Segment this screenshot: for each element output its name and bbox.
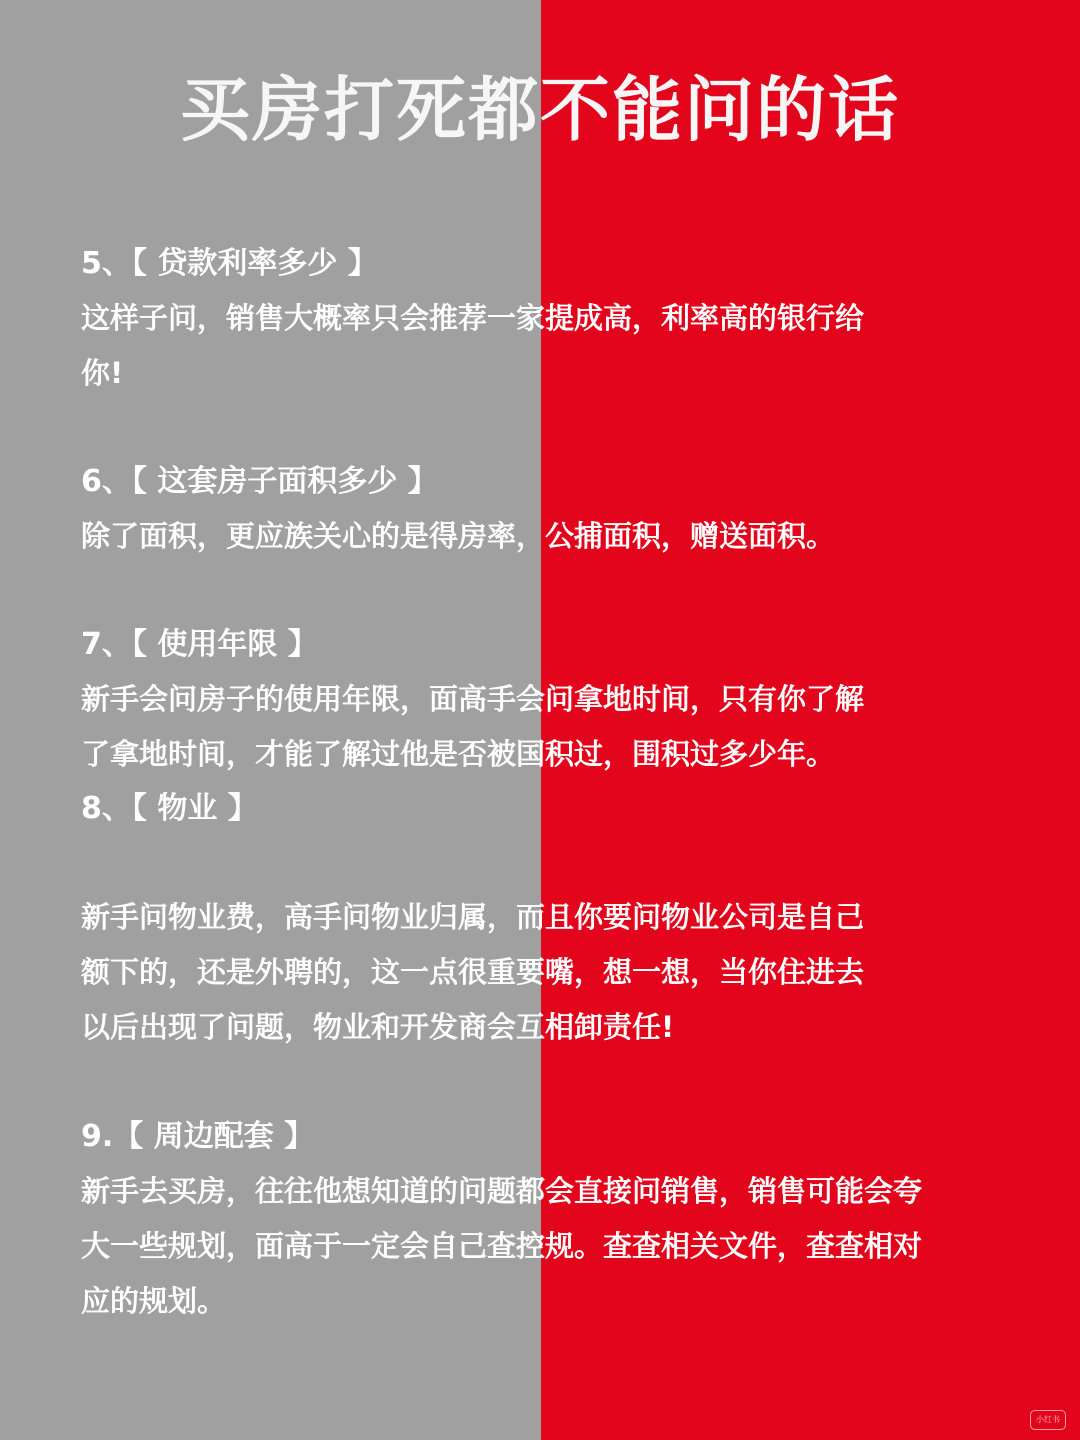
section-9-line-1: 新手去买房，往往他想知道的问题都会直接问销售，销售可能会夸 — [81, 1174, 923, 1208]
section-8-line-1: 新手问物业费，高手问物业归属，而且你要问物业公司是自己 — [81, 900, 865, 934]
section-8-line-2: 额下的，还是外聘的，这一点很重要嘴，想一想，当你住进去 — [81, 955, 865, 989]
section-9-line-2: 大一些规划，面高于一定会自己查控规。查查相关文件，查查相对 — [81, 1229, 923, 1263]
section-9-line-3: 应的规划。 — [81, 1284, 227, 1318]
section-8-line-3: 以后出现了问题，物业和开发商会互相卸责任! — [81, 1010, 675, 1044]
section-5-line-2: 你! — [81, 356, 124, 390]
section-9-heading: 9.【 周边配套 】 — [81, 1119, 315, 1154]
section-6-line-1: 除了面积，更应族关心的是得房率，公捕面积，赠送面积。 — [81, 519, 836, 553]
section-7-line-1: 新手会问房子的使用年限，面高手会问拿地时间，只有你了解 — [81, 682, 865, 716]
section-6-heading: 6、【 这套房子面积多少 】 — [81, 464, 438, 499]
section-7-line-2: 了拿地时间，才能了解过他是否被国积过，围积过多少年。 — [81, 737, 836, 771]
page-title: 买房打死都不能问的话 — [180, 69, 900, 151]
section-7-heading: 7、【 使用年限 】 — [81, 627, 318, 662]
watermark-logo: 小红书 — [1030, 1410, 1066, 1430]
section-5-heading: 5、【 贷款利率多少 】 — [81, 246, 378, 281]
section-8-heading: 8、【 物业 】 — [81, 791, 258, 826]
section-5-line-1: 这样子问，销售大概率只会推荐一家提成高，利率高的银行给 — [81, 301, 865, 335]
